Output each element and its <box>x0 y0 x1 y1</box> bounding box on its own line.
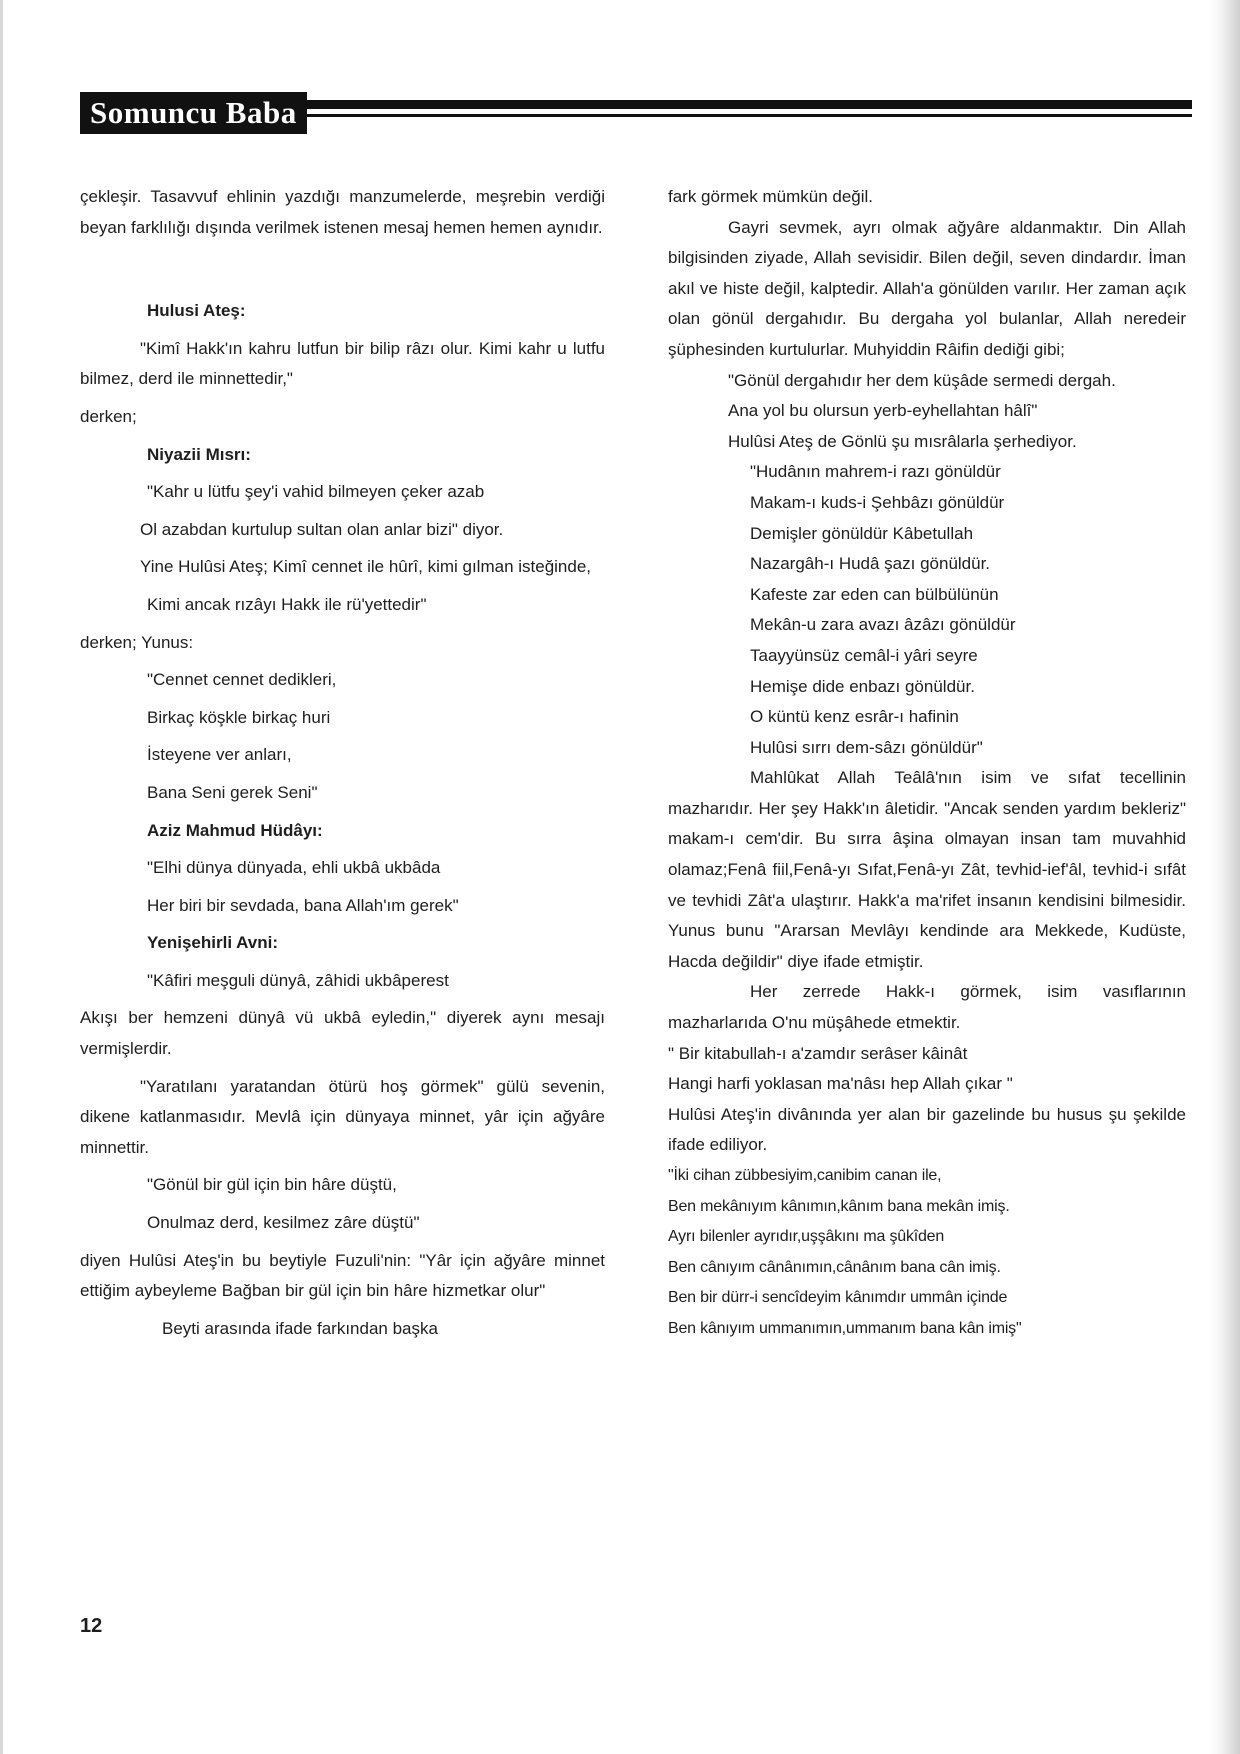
verse-line: "Elhi dünya dünyada, ehli ukbâ ukbâda <box>147 858 441 878</box>
poem-line: Ben bir dürr-i sencîdeyim kânımdır ummân içinde <box>668 1289 1008 1307</box>
poem-line: Ben kânıyım ummanımın,ummanım bana kân imiş" <box>668 1319 1022 1337</box>
paragraph: Gayri sevmek, ayrı olmak ağyâre aldanmaktır. Din Allah bilgisinden ziyade, Allah sevisidir. Bilen değil, seven dindardır. İman akıl ve histe değil, kalptedir. Allah'a gönülden varılır. Her zaman açık olan gönül dergahıdır. Bu dergaha yol bulanlar, Allah neredeir şüphesinden kurtulurlar. Muhyiddin Râifin dediği gibi; <box>668 217 1186 359</box>
paragraph: "Yaratılanı yaratandan ötürü hoş görmek" gülü sevenin, dikene katlanmasıdır. Mevlâ için dünyaya minnet, yâr için ağyâre minnettir. <box>80 1076 605 1157</box>
verse-line: İsteyene ver anları, <box>147 745 292 765</box>
poem-line: Hemişe dide enbazı gönüldür. <box>750 676 975 696</box>
author-heading: Yenişehirli Avni: <box>147 933 279 953</box>
author-heading: Niyazii Mısrı: <box>147 444 251 464</box>
paragraph: Mahlûkat Allah Teâlâ'nın isim ve sıfat tecellinin mazharıdır. Her şey Hakk'ın âletidir. "Ancak senden yardım bekleriz" makam-ı cem'dir. Bu sırra âşina olmayan insan tam muvahhid olamaz;Fenâ fiil,Fenâ-yı Sıfat,Fenâ-yı Zât, tevhid-ief'âl, tevhid-i sıfât ve tevhidi Zât'a ulaştırır. Hakk'a ma'rifet insanın kendisini bilmesidir. Yunus bunu "Ararsan Mevlâyı kendinde ara Mekkede, Kudüste, Hacda değildir" diye ifade etmiştir. <box>668 768 1186 971</box>
paragraph: Yine Hulûsi Ateş; Kimî cennet ile hûrî, kimi gılman isteğinde, <box>140 557 592 577</box>
poem-line: Mekân-u zara avazı âzâzı gönüldür <box>750 615 1016 635</box>
paragraph: Hulûsi Ateş de Gönlü şu mısrâlarla şerhediyor. <box>728 431 1077 451</box>
author-heading: Hulusi Ateş: <box>147 301 246 321</box>
verse-line: Ana yol bu olursun yerb-eyhellahtan hâlî" <box>728 401 1038 421</box>
paragraph: derken; <box>80 406 137 426</box>
verse-line: Onulmaz derd, kesilmez zâre düştü" <box>147 1213 420 1233</box>
paragraph: Her zerrede Hakk-ı görmek, isim vasıflarının mazharlarıda O'nu müşâhede etmektir. <box>668 982 1186 1033</box>
paragraph: Akışı ber hemzeni dünyâ vü ukbâ eyledin," diyerek aynı mesajı vermişlerdir. <box>80 1008 605 1059</box>
spacer <box>80 243 605 289</box>
paragraph: Beyti arasında ifade farkından başka <box>162 1318 438 1338</box>
verse-line: Kimi ancak rızâyı Hakk ile rü'yettedir" <box>147 594 427 614</box>
header-rule-thin <box>298 114 1192 117</box>
poem-line: Kafeste zar eden can bülbülünün <box>750 584 999 604</box>
page-number: 12 <box>80 1615 103 1637</box>
verse-line: Hangi harfi yoklasan ma'nâsı hep Allah çıkar " <box>668 1074 1013 1094</box>
magazine-brand: Somuncu Baba <box>80 92 307 134</box>
page-edge-shadow <box>0 0 3 1754</box>
poem-line: Nazargâh-ı Hudâ şazı gönüldür. <box>750 554 991 574</box>
poem-line: Makam-ı kuds-i Şehbâzı gönüldür <box>750 492 1005 512</box>
verse-line: "Kâfiri meşguli dünyâ, zâhidi ukbâperest <box>147 970 449 990</box>
verse-line: Ol azabdan kurtulup sultan olan anlar bizi" diyor. <box>140 519 504 539</box>
poem-line: Ayrı bilenler ayrıdır,uşşâkını ma şûkîden <box>668 1228 945 1246</box>
paragraph: Hulûsi Ateş'in divânında yer alan bir gazelinde bu husus şu şekilde ifade ediliyor. <box>668 1104 1186 1155</box>
page-header <box>80 92 1192 136</box>
right-column <box>668 182 1186 1345</box>
page-binding-shadow <box>1210 0 1240 1754</box>
verse-line: "Cennet cennet dedikleri, <box>147 670 337 690</box>
paragraph: derken; Yunus: <box>80 632 194 652</box>
verse-line: "Kahr u lütfu şey'i vahid bilmeyen çeker azab <box>147 482 485 502</box>
verse-line: " Bir kitabullah-ı a'zamdır serâser kâinât <box>668 1043 968 1063</box>
paragraph: diyen Hulûsi Ateş'in bu beytiyle Fuzuli'nin: "Yâr için ağyâre minnet ettiğim aybeyleme Bağban bir gül için bin hâre hizmetkar olur" <box>80 1250 605 1301</box>
poem-line: O küntü kenz esrâr-ı hafinin <box>750 707 959 727</box>
poem-line: Demişler gönüldür Kâbetullah <box>750 523 974 543</box>
author-heading: Aziz Mahmud Hüdâyı: <box>147 820 323 840</box>
verse-line: "Gönül dergahıdır her dem küşâde sermedi dergah. <box>728 370 1116 390</box>
left-column <box>80 182 605 1344</box>
verse-line: "Gönül bir gül için bin hâre düştü, <box>147 1175 397 1195</box>
poem-line: "İki cihan zübbesiyim,canibim canan ile, <box>668 1167 942 1184</box>
poem-line: Taayyünsüz cemâl-i yâri seyre <box>750 645 978 665</box>
verse-line: Her biri bir sevdada, bana Allah'ım gerek" <box>147 895 459 915</box>
poem-line: Hulûsi sırrı dem-sâzı gönüldür" <box>750 737 983 757</box>
verse-line: Birkaç köşkle birkaç huri <box>147 707 331 727</box>
poem-line: "Hudânın mahrem-i razı gönüldür <box>750 462 1001 482</box>
quote: "Kimî Hakk'ın kahru lutfun bir bilip râzı olur. Kimi kahr u lutfu bilmez, derd ile minnettedir," <box>80 338 605 389</box>
poem-line: Ben cânıyım cânânımın,cânânım bana cân imiş. <box>668 1258 1001 1276</box>
poem-line: Ben mekânıyım kânımın,kânım bana mekân imiş. <box>668 1197 1010 1215</box>
header-rule-thick <box>298 100 1192 109</box>
paragraph: fark görmek mümkün değil. <box>668 187 874 206</box>
verse-line: Bana Seni gerek Seni" <box>147 782 318 802</box>
paragraph: çekleşir. Tasavvuf ehlinin yazdığı manzumelerde, meşrebin verdiği beyan farklılığı dışında verilmek istenen mesaj hemen hemen aynıdır. <box>80 187 605 237</box>
